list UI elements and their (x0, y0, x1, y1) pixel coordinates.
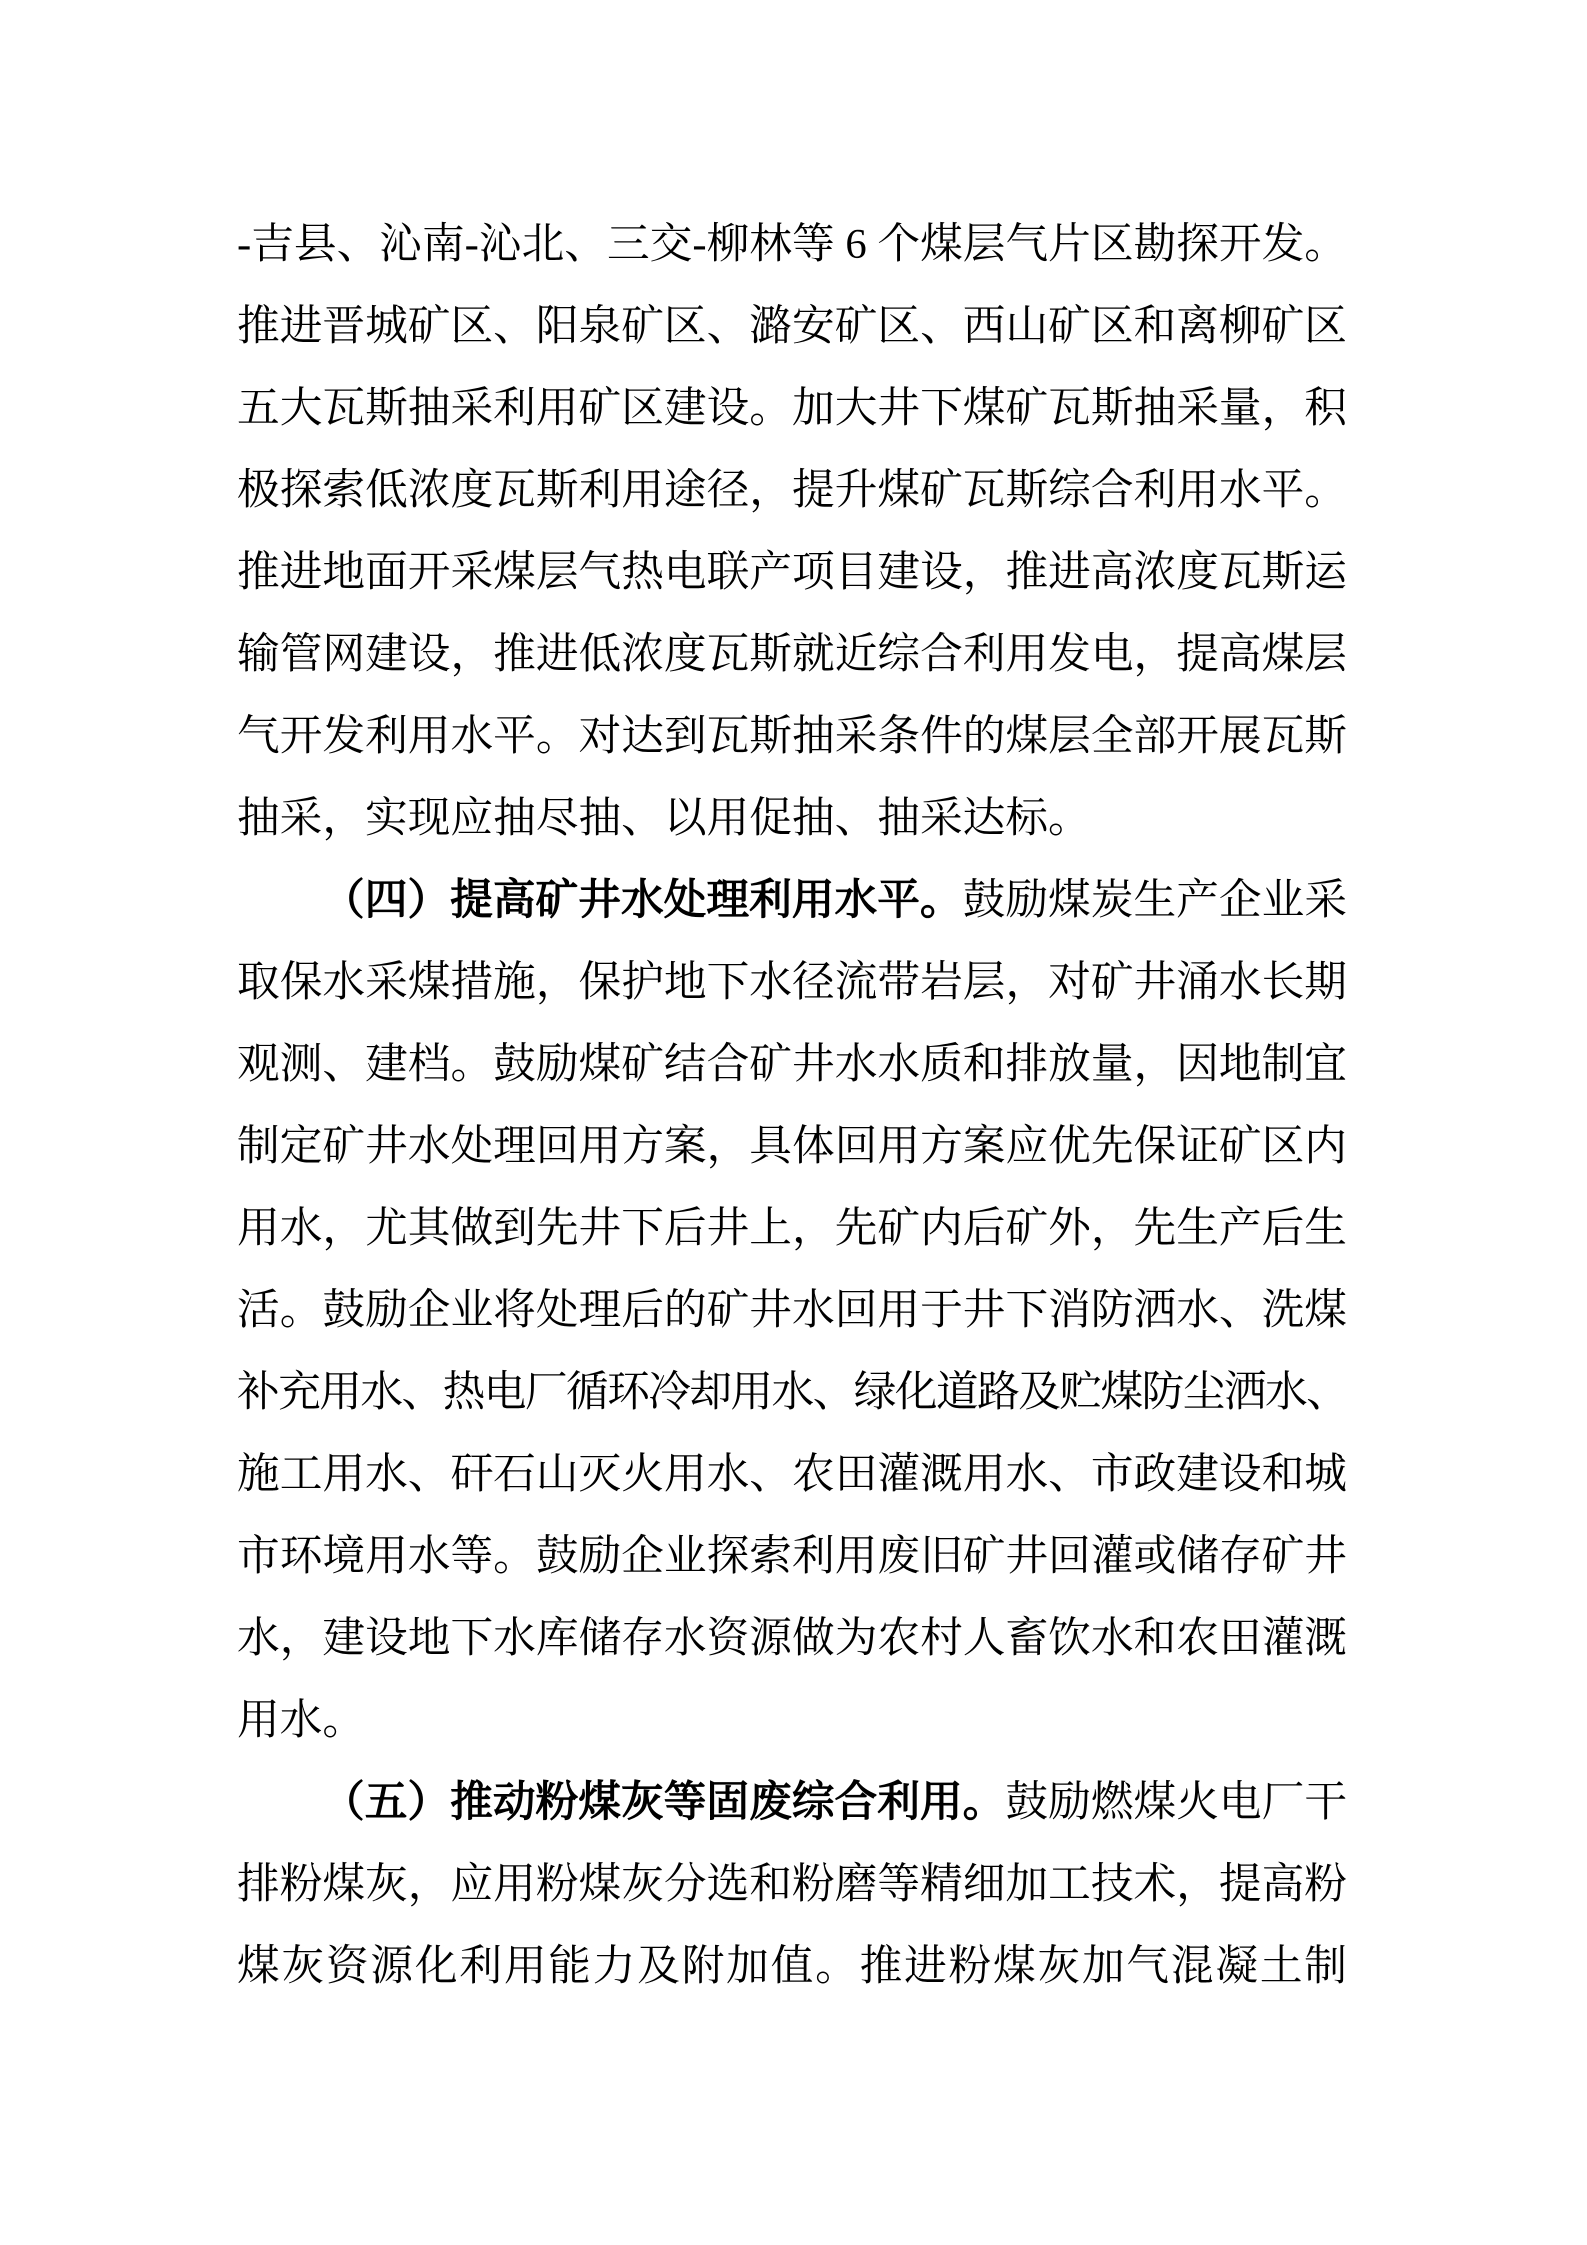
text-line (237, 1516, 1347, 1598)
text-line (237, 1598, 1347, 1680)
text-line (237, 1352, 1347, 1434)
text-run: 鼓励燃煤火电厂干 (1005, 1779, 1347, 1826)
text-run: 活。鼓励企业将处理后的矿井水回用于井下消防洒水、洗煤 (237, 1287, 1347, 1334)
text-line (237, 778, 1347, 860)
text-run: 排粉煤灰，应用粉煤灰分选和粉磨等精细加工技术，提高粉 (237, 1861, 1347, 1908)
text-run: 取保水采煤措施，保护地下水径流带岩层，对矿井涌水长期 (237, 959, 1347, 1006)
text-line (237, 860, 1347, 942)
text-run: 抽采，实现应抽尽抽、以用促抽、抽采达标。 (237, 795, 1091, 842)
text-run: 市环境用水等。鼓励企业探索利用废旧矿井回灌或储存矿井 (237, 1533, 1347, 1580)
text-run: 观测、建档。鼓励煤矿结合矿井水水质和排放量，因地制宜 (237, 1041, 1347, 1088)
text-line (237, 1188, 1347, 1270)
document-body (237, 204, 1347, 2008)
paragraph (237, 860, 1347, 1762)
text-line (237, 1024, 1347, 1106)
section-heading-run: （四）提高矿井水处理利用水平。 (322, 877, 963, 924)
text-line (237, 1762, 1347, 1844)
text-line (237, 614, 1347, 696)
text-run: 推进晋城矿区、阳泉矿区、潞安矿区、西山矿区和离柳矿区 (237, 303, 1347, 350)
text-run: 用水。 (237, 1697, 366, 1744)
section-heading-run: （五）推动粉煤灰等固废综合利用。 (322, 1779, 1006, 1826)
text-line (237, 286, 1347, 368)
text-run: 水，建设地下水库储存水资源做为农村人畜饮水和农田灌溉 (237, 1615, 1347, 1662)
text-line (237, 204, 1347, 286)
paragraph (237, 1762, 1347, 2008)
text-line (237, 1680, 1347, 1762)
text-line (237, 1844, 1347, 1926)
paragraph (237, 204, 1347, 860)
text-line (237, 1106, 1347, 1188)
text-run: 补充用水、热电厂循环冷却用水、绿化道路及贮煤防尘洒水、 (237, 1369, 1347, 1416)
text-line (237, 450, 1347, 532)
text-line (237, 942, 1347, 1024)
text-line (237, 532, 1347, 614)
text-run: 推进地面开采煤层气热电联产项目建设，推进高浓度瓦斯运 (237, 549, 1347, 596)
text-line (237, 696, 1347, 778)
text-run: -吉县、沁南-沁北、三交-柳林等 6 个煤层气片区勘探开发。 (237, 221, 1347, 268)
text-run: 气开发利用水平。对达到瓦斯抽采条件的煤层全部开展瓦斯 (237, 713, 1347, 760)
text-run: 输管网建设，推进低浓度瓦斯就近综合利用发电，提高煤层 (237, 631, 1347, 678)
text-run: 施工用水、矸石山灭火用水、农田灌溉用水、市政建设和城 (237, 1451, 1347, 1498)
text-line (237, 1926, 1347, 2008)
text-run: 鼓励煤炭生产企业采 (962, 877, 1347, 924)
text-run: 制定矿井水处理回用方案，具体回用方案应优先保证矿区内 (237, 1123, 1347, 1170)
text-run: 五大瓦斯抽采利用矿区建设。加大井下煤矿瓦斯抽采量，积 (237, 385, 1347, 432)
text-run: 用水，尤其做到先井下后井上，先矿内后矿外，先生产后生 (237, 1205, 1347, 1252)
text-run: 极探索低浓度瓦斯利用途径，提升煤矿瓦斯综合利用水平。 (237, 467, 1347, 514)
text-line (237, 1434, 1347, 1516)
text-line (237, 368, 1347, 450)
text-run: 煤灰资源化利用能力及附加值。推进粉煤灰加气混凝土制 (237, 1943, 1347, 1990)
text-line (237, 1270, 1347, 1352)
